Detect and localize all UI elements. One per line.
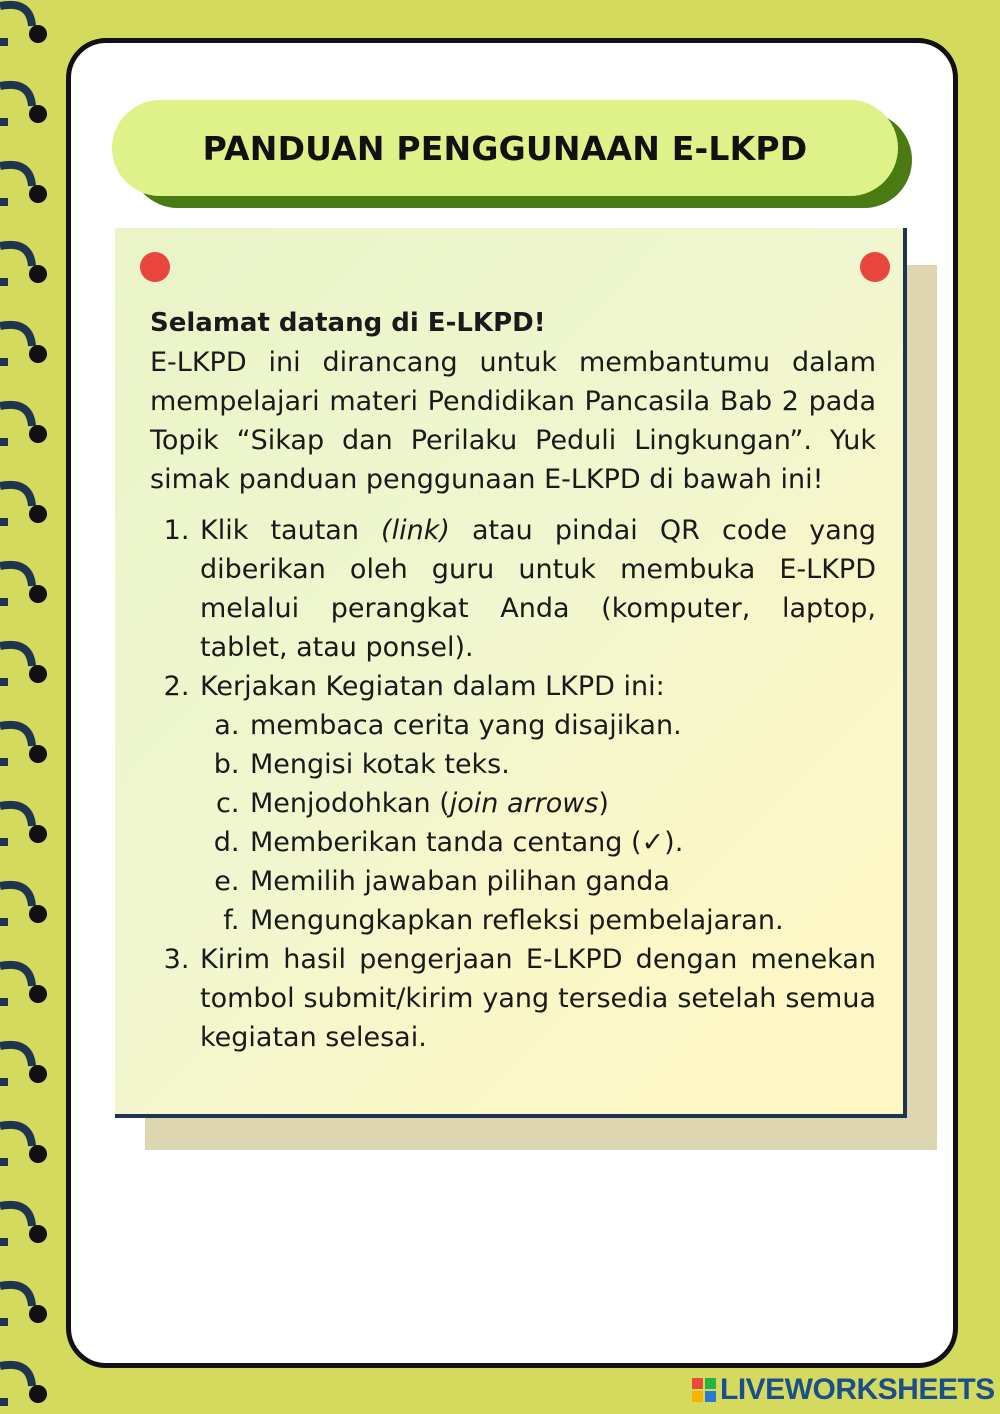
spiral-ring-icon: [0, 885, 32, 906]
pin-left-icon: [140, 252, 170, 282]
logo-text: LIVEWORKSHEETS: [720, 1373, 995, 1406]
spiral-tick-icon: [0, 678, 8, 686]
guide-content: [150, 304, 876, 1057]
spiral-tick-icon: [0, 1398, 8, 1406]
spiral-tick-icon: [0, 838, 8, 846]
spiral-ring-icon: [0, 725, 32, 746]
spiral-ring-icon: [0, 645, 32, 666]
spiral-ring-icon: [0, 485, 32, 506]
spiral-tick-icon: [0, 1158, 8, 1166]
activity-item: c. Menjodohkan (join arrows): [248, 784, 876, 823]
spiral-tick-icon: [0, 918, 8, 926]
spiral-hole-icon: [29, 105, 47, 123]
spiral-tick-icon: [0, 1238, 8, 1246]
steps-list: [150, 511, 876, 1057]
spiral-hole-icon: [29, 985, 47, 1003]
intro-paragraph: E-LKPD ini dirancang untuk membantumu dalam mempelajari materi Pendidikan Pancasila Bab 2 pada Topik “Sikap dan Perilaku Peduli Lingkungan”. Yuk simak panduan penggunaan E-LKPD di bawah ini!: [150, 347, 876, 495]
spiral-hole-icon: [29, 1065, 47, 1083]
notebook-spiral: [0, 0, 60, 1414]
activity-item: a. membaca cerita yang disajikan.: [248, 706, 876, 745]
spiral-ring-icon: [0, 965, 32, 986]
spiral-hole-icon: [29, 425, 47, 443]
spiral-tick-icon: [0, 598, 8, 606]
spiral-hole-icon: [29, 1145, 47, 1163]
spiral-tick-icon: [0, 1318, 8, 1326]
spiral-tick-icon: [0, 198, 8, 206]
spiral-hole-icon: [29, 1225, 47, 1243]
activity-item: d. Memberikan tanda centang (✓).: [248, 823, 876, 862]
spiral-hole-icon: [29, 585, 47, 603]
spiral-ring-icon: [0, 405, 32, 426]
welcome-heading: Selamat datang di E-LKPD!: [150, 308, 546, 338]
activity-item: f. Mengungkapkan refleksi pembelajaran.: [248, 901, 876, 940]
activity-item: b. Mengisi kotak teks.: [248, 745, 876, 784]
spiral-hole-icon: [29, 665, 47, 683]
spiral-tick-icon: [0, 1078, 8, 1086]
spiral-tick-icon: [0, 118, 8, 126]
spiral-hole-icon: [29, 825, 47, 843]
spiral-ring-icon: [0, 165, 32, 186]
activity-item: e. Memilih jawaban pilihan ganda: [248, 862, 876, 901]
spiral-hole-icon: [29, 25, 47, 43]
spiral-ring-icon: [0, 245, 32, 266]
spiral-hole-icon: [29, 905, 47, 923]
step-item: 3. Kirim hasil pengerjaan E-LKPD dengan menekan tombol submit/kirim yang tersedia setelah semua kegiatan selesai.: [198, 940, 876, 1057]
spiral-tick-icon: [0, 518, 8, 526]
logo-grid-icon: [692, 1378, 716, 1402]
page-title: PANDUAN PENGGUNAAN E-LKPD: [202, 128, 808, 168]
spiral-ring-icon: [0, 325, 32, 346]
spiral-tick-icon: [0, 758, 8, 766]
spiral-hole-icon: [29, 185, 47, 203]
spiral-tick-icon: [0, 358, 8, 366]
spiral-hole-icon: [29, 505, 47, 523]
title-banner: [112, 100, 898, 196]
liveworksheets-logo: [692, 1373, 995, 1407]
step-item: 1. Klik tautan (link) atau pindai QR code yang diberikan oleh guru untuk membuka E-LKPD melalui perangkat Anda (komputer, laptop, tablet, atau ponsel).: [198, 511, 876, 667]
spiral-ring-icon: [0, 1365, 32, 1386]
spiral-ring-icon: [0, 565, 32, 586]
spiral-hole-icon: [29, 745, 47, 763]
spiral-ring-icon: [0, 1205, 32, 1226]
spiral-hole-icon: [29, 265, 47, 283]
spiral-ring-icon: [0, 1285, 32, 1306]
spiral-tick-icon: [0, 38, 8, 46]
spiral-tick-icon: [0, 998, 8, 1006]
pin-right-icon: [860, 252, 890, 282]
spiral-hole-icon: [29, 345, 47, 363]
spiral-hole-icon: [29, 1305, 47, 1323]
step-item: 2. Kerjakan Kegiatan dalam LKPD ini: a. membaca cerita yang disajikan. b. Mengisi kotak teks. c. Menjodohkan (join arrows) d. Memberikan tanda centang (✓). e. Memilih jawaban pilihan ganda f. Mengungkapkan refleksi pembelajaran.: [198, 667, 876, 940]
spiral-ring-icon: [0, 85, 32, 106]
spiral-tick-icon: [0, 438, 8, 446]
spiral-ring-icon: [0, 1125, 32, 1146]
spiral-ring-icon: [0, 1045, 32, 1066]
activity-list: [200, 706, 876, 940]
spiral-hole-icon: [29, 1385, 47, 1403]
spiral-ring-icon: [0, 805, 32, 826]
spiral-tick-icon: [0, 278, 8, 286]
spiral-ring-icon: [0, 5, 32, 26]
